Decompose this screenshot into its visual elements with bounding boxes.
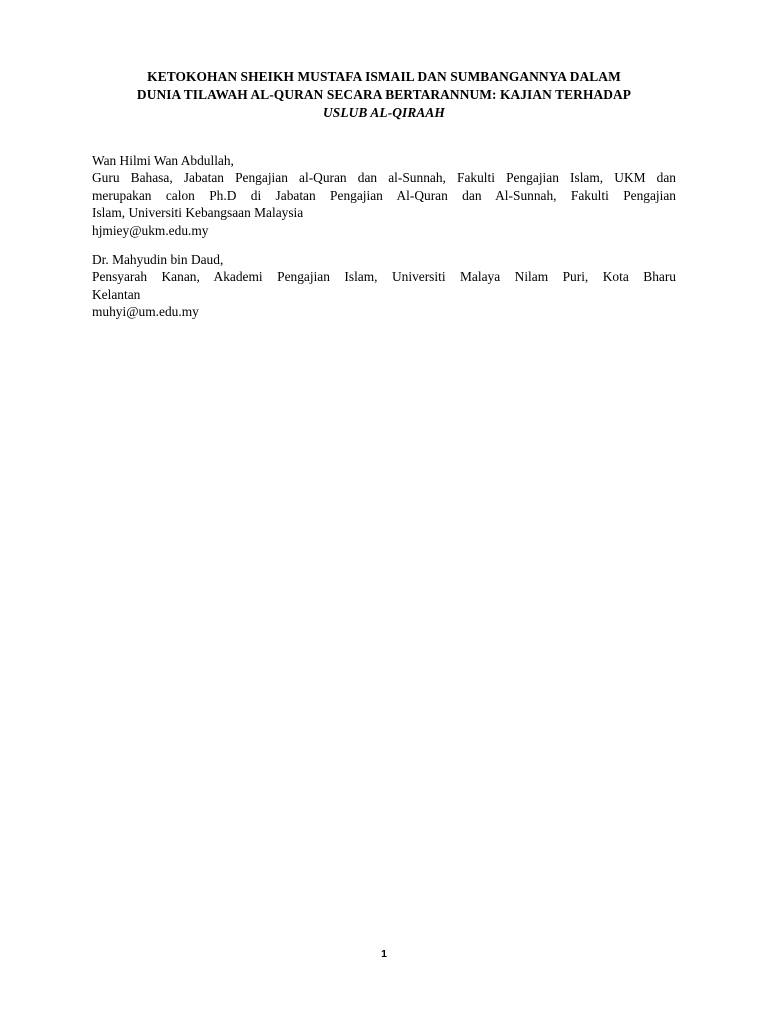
author-affiliation-line: Kelantan: [92, 286, 141, 302]
author-name: Wan Hilmi Wan Abdullah,: [92, 153, 234, 168]
author-name: Dr. Mahyudin bin Daud,: [92, 252, 224, 267]
author-block-1: [92, 152, 676, 239]
title-line: KETOKOHAN SHEIKH MUSTAFA ISMAIL DAN SUMBANGANNYA DALAM: [147, 69, 621, 84]
author-email: muhyi@um.edu.my: [92, 304, 199, 320]
author-email: hjmiey@ukm.edu.my: [92, 222, 209, 238]
author-affiliation-line: Guru Bahasa, Jabatan Pengajian al-Quran dan al-Sunnah, Fakulti Pengajian Islam, UKM dan: [92, 170, 676, 186]
page-number: 1: [381, 948, 387, 960]
title-line: USLUB AL-QIRAAH: [323, 105, 445, 120]
author-affiliation-line: Pensyarah Kanan, Akademi Pengajian Islam, Universiti Malaya Nilam Puri, Kota Bharu: [92, 269, 676, 285]
author-affiliation-line: Islam, Universiti Kebangsaan Malaysia: [92, 205, 304, 221]
author-block-2: [92, 251, 676, 321]
author-affiliation-line: merupakan calon Ph.D di Jabatan Pengajian Al-Quran dan Al-Sunnah, Fakulti Pengajian: [92, 187, 676, 203]
title-line: DUNIA TILAWAH AL-QURAN SECARA BERTARANNUM: KAJIAN TERHADAP: [136, 87, 632, 102]
paper-title: [92, 68, 676, 122]
